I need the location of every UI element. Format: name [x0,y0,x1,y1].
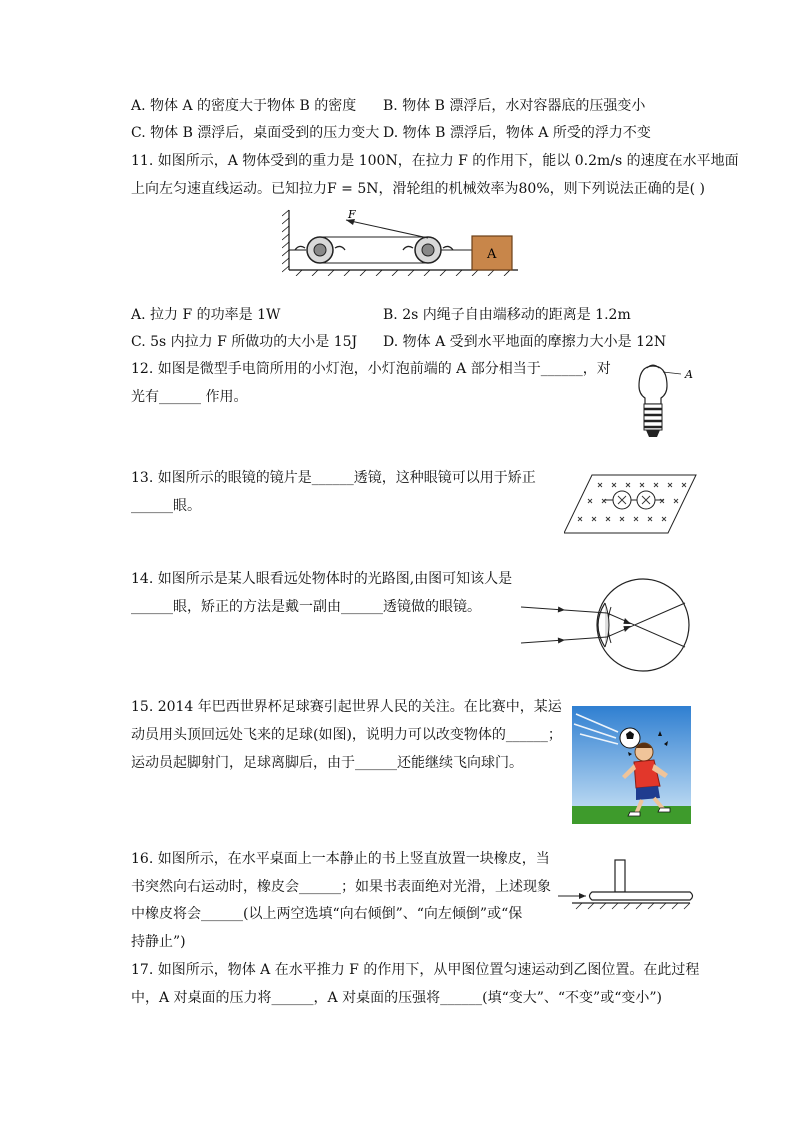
q16-stem-line4: 持静止”) [131,934,186,950]
q11-option-c: C. 5s 内拉力 F 所做功的大小是 15J [131,334,358,350]
q10-option-b: B. 物体 B 漂浮后，水对容器底的压强变小 [383,98,646,114]
q11-option-a: A. 拉力 F 的功率是 1W [131,307,281,323]
q13-stem-line2: ______眼。 [131,498,201,514]
q12-bulb-figure [625,362,697,444]
q15-stem-line1: 15. 2014 年巴西世界杯足球赛引起世界人民的关注。在比赛中，某运 [131,699,562,715]
q13-stem-line1: 13. 如图所示的眼镜的镜片是______透镜，这种眼镜可以用于矫正 [131,470,536,486]
q12-stem-line1: 12. 如图是微型手电筒所用的小灯泡，小灯泡前端的 A 部分相当于______，对 [131,361,611,377]
q15-stem-line2: 动员用头顶回远处飞来的足球(如图)，说明力可以改变物体的______； [131,727,562,743]
block-a-label: A [487,247,497,262]
q10-option-d: D. 物体 B 漂浮后，物体 A 所受的浮力不变 [383,125,651,141]
q11-option-d: D. 物体 A 受到水平地面的摩擦力大小是 12N [383,334,667,350]
q17-stem-line1: 17. 如图所示，物体 A 在水平推力 F 的作用下，从甲图位置匀速运动到乙图位置。在此过程 [131,962,700,978]
q14-stem-line1: 14. 如图所示是某人眼看远处物体时的光路图,由图可知该人是 [131,571,513,587]
q11-pulley-figure [282,208,522,276]
q11-stem-line1: 11. 如图所示，A 物体受到的重力是 100N，在拉力 F 的作用下，能以 0.2m/s 的速度在水平地面 [131,153,739,169]
q15-soccer-header-image [572,706,691,824]
force-f-label: F [348,208,356,221]
q10-option-c: C. 物体 B 漂浮后，桌面受到的压力变大 [131,125,380,141]
q11-stem-line2: 上向左匀速直线运动。已知拉力F = 5N，滑轮组的机械效率为80%，则下列说法正确的是( ) [131,181,705,197]
q16-book-eraser-figure [556,856,696,914]
q11-option-b: B. 2s 内绳子自由端移动的距离是 1.2m [383,307,631,323]
q13-glasses-figure [564,473,698,535]
q17-stem-line2: 中，A 对桌面的压力将______，A 对桌面的压强将______(填“变大”、“不变”或“变小”) [131,990,662,1006]
q16-stem-line1: 16. 如图所示，在水平桌面上一本静止的书上竖直放置一块橡皮，当 [131,851,550,867]
q16-stem-line2: 书突然向右运动时，橡皮会______；如果书表面绝对光滑，上述现象 [131,879,551,895]
q14-stem-line2: ______眼，矫正的方法是戴一副由______透镜做的眼镜。 [131,599,481,615]
bulb-a-label: A [685,368,693,381]
q12-stem-line2: 光有______ 作用。 [131,389,248,405]
q16-stem-line3: 中橡皮将会______(以上两空选填“向右倾倒”、“向左倾倒”或“保 [131,906,523,922]
q10-option-a: A. 物体 A 的密度大于物体 B 的密度 [131,98,357,114]
q15-stem-line3: 运动员起脚射门，足球离脚后，由于______还能继续飞向球门。 [131,755,523,771]
q14-eye-diagram [519,577,691,673]
